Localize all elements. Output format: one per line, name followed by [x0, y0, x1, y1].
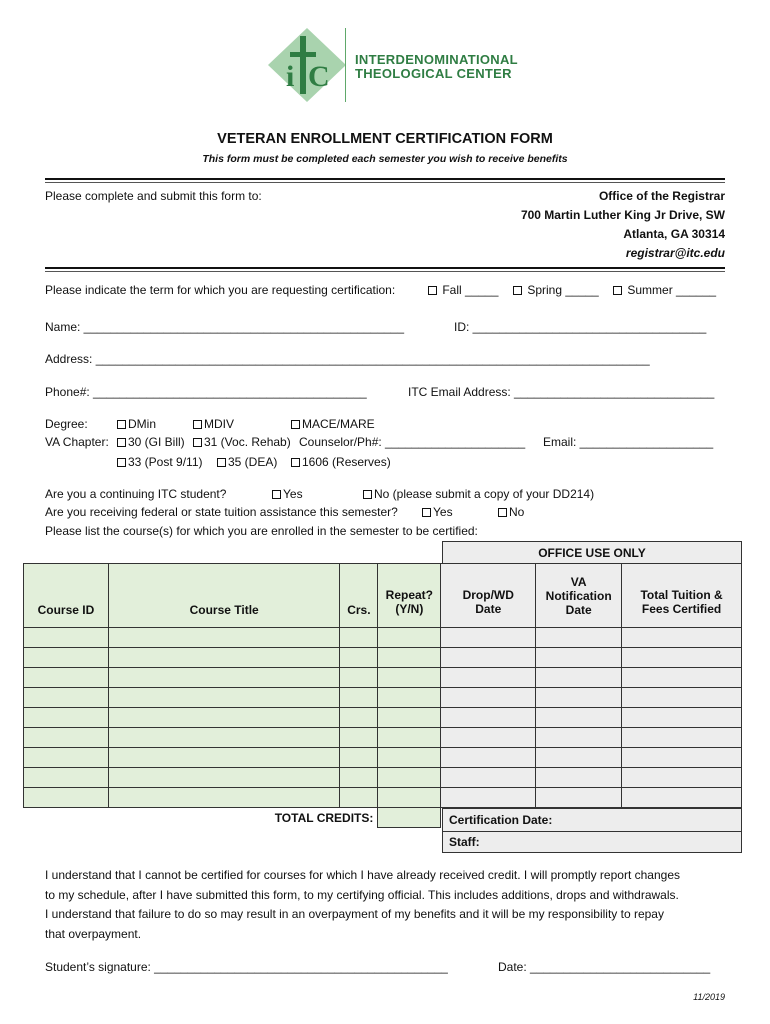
va-notification-cell[interactable]	[536, 748, 622, 768]
course-id-cell[interactable]	[24, 628, 109, 648]
date-field[interactable]: Date: ___________________________	[498, 960, 711, 974]
svg-text:i: i	[286, 60, 295, 93]
degree-mace-label: MACE/MARE	[302, 417, 375, 431]
summer-checkbox[interactable]	[613, 286, 622, 295]
term-summer-label: Summer ______	[627, 283, 717, 297]
assistance-no-label: No	[509, 505, 525, 519]
va-notification-cell[interactable]	[536, 708, 622, 728]
tuition-cell[interactable]	[622, 788, 742, 808]
name-field[interactable]: Name: ________________________________________________	[45, 320, 405, 334]
col-drop-line-1: Drop/WD	[462, 587, 514, 602]
agreement-line-2: to my schedule, after I have submitted this form, to my certifying official. This includes additions, drops and withdrawals.	[45, 887, 679, 902]
va-ch33-label: 33 (Post 9/11)	[128, 455, 203, 469]
continuing-yes-option[interactable]	[272, 487, 303, 501]
dmin-checkbox[interactable]	[117, 420, 126, 429]
office-use-header	[442, 541, 742, 564]
agreement-paragraph	[45, 866, 735, 944]
col-crs: Crs.	[340, 564, 378, 628]
mace-checkbox[interactable]	[291, 420, 300, 429]
drop-wd-cell[interactable]	[441, 748, 536, 768]
ch35-checkbox[interactable]	[217, 458, 226, 467]
col-va-line-1: VA	[570, 574, 587, 589]
repeat-cell[interactable]	[378, 728, 441, 748]
course-id-cell[interactable]	[24, 708, 109, 728]
va-ch33-option[interactable]	[117, 455, 202, 469]
repeat-cell[interactable]	[378, 708, 441, 728]
submit-label: Please complete and submit this form to:	[45, 189, 262, 203]
fall-checkbox[interactable]	[428, 286, 437, 295]
mdiv-checkbox[interactable]	[193, 420, 202, 429]
repeat-cell[interactable]	[378, 748, 441, 768]
crs-cell[interactable]	[340, 668, 378, 688]
va-ch30-label: 30 (GI Bill)	[128, 435, 185, 449]
continuing-no-label: No (please submit a copy of your DD214)	[374, 487, 595, 501]
drop-wd-cell[interactable]	[441, 728, 536, 748]
drop-wd-cell[interactable]	[441, 768, 536, 788]
total-credits-label: TOTAL CREDITS:	[274, 810, 374, 825]
logo-divider	[345, 28, 346, 102]
va-ch1606-option[interactable]	[291, 455, 391, 469]
signature-field[interactable]: Student’s signature: ____________________________________________	[45, 960, 448, 974]
assistance-yes-checkbox[interactable]	[422, 508, 431, 517]
col-course-id: Course ID	[24, 564, 109, 628]
repeat-cell[interactable]	[378, 648, 441, 668]
col-tuition-line-2: Fees Certified	[641, 601, 722, 616]
col-course-title: Course Title	[108, 564, 340, 628]
crs-cell[interactable]	[340, 648, 378, 668]
col-va-notification	[536, 564, 622, 628]
course-id-cell[interactable]	[24, 748, 109, 768]
ch33-checkbox[interactable]	[117, 458, 126, 467]
address-field[interactable]: Address: ___________________________________________________________________________________	[45, 352, 650, 366]
term-fall-option[interactable]	[428, 283, 498, 297]
va-notification-cell[interactable]	[536, 668, 622, 688]
agreement-line-1: I understand that I cannot be certified for courses for which I have already received credit. I will promptly report changes	[45, 868, 680, 882]
table-row	[24, 748, 742, 768]
registrar-email[interactable]: registrar@itc.edu	[625, 246, 725, 260]
certification-date[interactable]: Certification Date:	[443, 809, 742, 832]
course-title-cell[interactable]	[108, 668, 340, 688]
va-ch35-option[interactable]	[217, 455, 277, 469]
continuing-no-option[interactable]	[363, 487, 594, 501]
itc-email-field[interactable]: ITC Email Address: ______________________________	[408, 385, 715, 399]
assistance-question: Are you receiving federal or state tuition assistance this semester?	[45, 505, 398, 519]
agreement-line-4: that overpayment.	[45, 926, 142, 941]
crs-cell[interactable]	[340, 768, 378, 788]
crs-cell[interactable]	[340, 628, 378, 648]
repeat-cell[interactable]	[378, 688, 441, 708]
revision-date: 11/2019	[693, 992, 725, 1002]
tuition-cell[interactable]	[622, 708, 742, 728]
logo-line-2: THEOLOGICAL CENTER	[355, 66, 512, 81]
va-ch30-option[interactable]	[117, 435, 185, 449]
drop-wd-cell[interactable]	[441, 788, 536, 808]
form-title: VETERAN ENROLLMENT CERTIFICATION FORM	[217, 131, 553, 147]
va-notification-cell[interactable]	[536, 688, 622, 708]
term-label: Please indicate the term for which you are requesting certification:	[45, 283, 396, 297]
course-title-cell[interactable]	[108, 648, 340, 668]
courses-instruction: Please list the course(s) for which you are enrolled in the semester to be certified:	[45, 524, 478, 538]
drop-wd-cell[interactable]	[441, 648, 536, 668]
course-id-cell[interactable]	[24, 688, 109, 708]
va-notification-cell[interactable]	[536, 788, 622, 808]
course-id-cell[interactable]	[24, 648, 109, 668]
drop-wd-cell[interactable]	[441, 708, 536, 728]
certification-table	[442, 808, 742, 853]
continuing-yes-label: Yes	[283, 487, 303, 501]
va-notification-cell[interactable]	[536, 728, 622, 748]
logo-line-1: INTERDENOMINATIONAL	[355, 52, 518, 67]
col-tuition-line-1: Total Tuition &	[640, 587, 723, 602]
table-row	[24, 648, 742, 668]
assistance-yes-label: Yes	[433, 505, 453, 519]
repeat-cell[interactable]	[378, 788, 441, 808]
course-id-cell[interactable]	[24, 768, 109, 788]
form-subtitle: This form must be completed each semester you wish to receive benefits	[202, 153, 568, 165]
continuing-question: Are you a continuing ITC student?	[45, 487, 227, 501]
repeat-cell[interactable]	[378, 768, 441, 788]
counselor-email-field[interactable]: Email: ____________________	[543, 435, 714, 449]
crs-cell[interactable]	[340, 688, 378, 708]
itc-logo-icon	[266, 26, 348, 104]
tuition-cell[interactable]	[622, 688, 742, 708]
tuition-cell[interactable]	[622, 748, 742, 768]
degree-mdiv-label: MDIV	[204, 417, 234, 431]
col-drop-wd	[441, 564, 536, 628]
ch30-checkbox[interactable]	[117, 438, 126, 447]
degree-mdiv-option[interactable]	[193, 417, 234, 431]
crs-cell[interactable]	[340, 748, 378, 768]
degree-label: Degree:	[45, 417, 88, 431]
table-row	[24, 708, 742, 728]
col-va-line-3: Date	[565, 602, 592, 617]
crs-cell[interactable]	[340, 708, 378, 728]
svg-text:C: C	[308, 60, 330, 93]
table-row	[24, 728, 742, 748]
continuing-yes-checkbox[interactable]	[272, 490, 281, 499]
ch31-checkbox[interactable]	[193, 438, 202, 447]
degree-dmin-option[interactable]	[117, 417, 156, 431]
assistance-yes-option[interactable]	[422, 505, 453, 519]
col-drop-line-2: Date	[475, 601, 502, 616]
table-row	[24, 628, 742, 648]
course-title-cell[interactable]	[108, 748, 340, 768]
logo-wordmark	[355, 53, 518, 81]
registrar-office: Office of the Registrar	[598, 189, 725, 203]
va-notification-cell[interactable]	[536, 648, 622, 668]
va-ch31-option[interactable]	[193, 435, 291, 449]
va-ch35-label: 35 (DEA)	[228, 455, 278, 469]
total-credits-cell[interactable]	[378, 808, 441, 828]
course-title-cell[interactable]	[108, 728, 340, 748]
col-repeat-line-1: Repeat?	[385, 587, 433, 602]
degree-dmin-label: DMin	[128, 417, 157, 431]
table-row	[24, 788, 742, 808]
va-notification-cell[interactable]	[536, 768, 622, 788]
drop-wd-cell[interactable]	[441, 628, 536, 648]
top-rule	[45, 178, 725, 180]
tuition-cell[interactable]	[622, 768, 742, 788]
id-field[interactable]: ID: ___________________________________	[454, 320, 707, 334]
spring-checkbox[interactable]	[513, 286, 522, 295]
term-summer-option[interactable]	[613, 283, 716, 297]
va-ch1606-label: 1606 (Reserves)	[302, 455, 391, 469]
va-chapter-label: VA Chapter:	[45, 435, 109, 449]
repeat-cell[interactable]	[378, 668, 441, 688]
crs-cell[interactable]	[340, 788, 378, 808]
va-ch31-label: 31 (Voc. Rehab)	[204, 435, 291, 449]
degree-mace-option[interactable]	[291, 417, 375, 431]
course-id-cell[interactable]	[24, 788, 109, 808]
tuition-cell[interactable]	[622, 668, 742, 688]
tuition-cell[interactable]	[622, 728, 742, 748]
course-title-cell[interactable]	[108, 708, 340, 728]
table-row	[24, 768, 742, 788]
crs-cell[interactable]	[340, 728, 378, 748]
col-repeat-line-2: (Y/N)	[395, 601, 424, 616]
assistance-no-option[interactable]	[498, 505, 524, 519]
table-row	[24, 688, 742, 708]
repeat-cell[interactable]	[378, 628, 441, 648]
term-spring-label: Spring _____	[527, 283, 599, 297]
col-va-line-2: Notification	[545, 588, 612, 603]
course-title-cell[interactable]	[108, 628, 340, 648]
col-repeat	[378, 564, 441, 628]
course-id-cell[interactable]	[24, 728, 109, 748]
col-tuition	[622, 564, 742, 628]
course-rows	[24, 628, 742, 808]
middle-rule	[45, 267, 725, 269]
tuition-cell[interactable]	[622, 648, 742, 668]
registrar-city: Atlanta, GA 30314	[623, 227, 725, 241]
term-spring-option[interactable]	[513, 283, 599, 297]
drop-wd-cell[interactable]	[441, 668, 536, 688]
registrar-street: 700 Martin Luther King Jr Drive, SW	[520, 208, 725, 222]
va-notification-cell[interactable]	[536, 628, 622, 648]
drop-wd-cell[interactable]	[441, 688, 536, 708]
course-title-cell[interactable]	[108, 768, 340, 788]
course-title-cell[interactable]	[108, 688, 340, 708]
course-id-cell[interactable]	[24, 668, 109, 688]
course-title-cell[interactable]	[108, 788, 340, 808]
assistance-no-checkbox[interactable]	[498, 508, 507, 517]
continuing-no-checkbox[interactable]	[363, 490, 372, 499]
phone-field[interactable]: Phone#: _________________________________________	[45, 385, 367, 399]
course-table	[23, 563, 742, 828]
term-fall-label: Fall _____	[442, 283, 499, 297]
office-use-label: OFFICE USE ONLY	[443, 542, 742, 564]
agreement-line-3: I understand that failure to do so may result in an overpayment of my benefits and it will be my responsibility to repay	[45, 907, 664, 921]
tuition-cell[interactable]	[622, 628, 742, 648]
ch1606-checkbox[interactable]	[291, 458, 300, 467]
counselor-field[interactable]: Counselor/Ph#: _____________________	[299, 435, 526, 449]
staff-field[interactable]: Staff:	[443, 832, 742, 853]
table-row	[24, 668, 742, 688]
